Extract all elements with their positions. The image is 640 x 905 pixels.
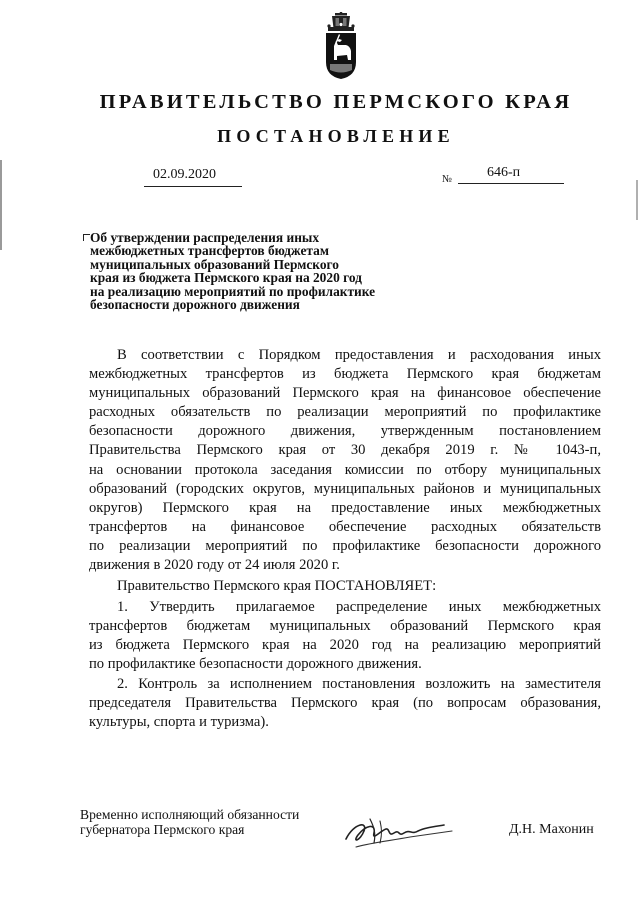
handwritten-signature	[340, 813, 460, 853]
preamble-line: округов) Пермского края на предоставление иных межбюджетных	[89, 499, 601, 516]
preamble-line: по реализации мероприятий по профилактике безопасности дорожного	[89, 537, 601, 554]
item-1-line: из бюджета Пермского края на 2020 год на реализацию мероприятий	[89, 637, 601, 654]
preamble-line: безопасности дорожного движения, утвержденным постановлением	[89, 423, 601, 440]
subject-line: безопасности дорожного движения	[90, 297, 300, 313]
item-1-line: 1. Утвердить прилагаемое распределение иных межбюджетных	[117, 599, 601, 615]
item-2-line: культуры, спорта и туризма).	[89, 714, 269, 731]
signer-title-line: губернатора Пермского края	[80, 821, 245, 837]
preamble-paragraph	[89, 346, 601, 575]
preamble-line: межбюджетных трансфертов из бюджета Пермского края бюджетам	[89, 366, 601, 383]
item-1-line: по профилактике безопасности дорожного движения.	[89, 656, 422, 673]
resolution-statement	[89, 577, 601, 596]
preamble-line: образований (городских округов, муниципальных районов и муниципальных	[89, 480, 601, 497]
subject-line: на реализацию мероприятий по профилактике	[90, 283, 376, 299]
preamble-line: В соответствии с Порядком предоставления и расходования иных	[117, 347, 601, 363]
item-2-paragraph	[89, 675, 601, 732]
item-1-line: трансфертов бюджетам муниципальных образований Пермского края	[89, 618, 601, 635]
number-underline	[458, 183, 564, 184]
resolves-line: Правительство Пермского края ПОСТАНОВЛЯЕТ:	[117, 578, 437, 594]
signer-position	[80, 808, 299, 837]
subject-line: края из бюджета Пермского края на 2020 год	[90, 270, 362, 286]
subject-line: межбюджетных трансфертов бюджетам	[90, 243, 329, 259]
item-2-line: 2. Контроль за исполнением постановления возложить на заместителя	[117, 676, 601, 692]
subject-line: муниципальных образований Пермского	[90, 256, 339, 272]
item-1-paragraph	[89, 598, 601, 674]
subject-line: Об утверждении распределения иных	[90, 230, 320, 245]
preamble-line: движения в 2020 году от 24 июля 2020 г.	[89, 557, 340, 574]
document-date: 02.09.2020	[153, 167, 216, 182]
signer-name: Д.Н. Махонин	[509, 822, 594, 837]
document-number: 646-п	[487, 165, 521, 180]
subject-bracket	[83, 234, 90, 241]
signer-title-line: Временно исполняющий обязанности	[80, 807, 300, 822]
preamble-line: на основании протокола заседания комиссии по отбору муниципальных	[89, 461, 601, 478]
document-type: ПОСТАНОВЛЕНИЕ	[217, 126, 455, 146]
government-title: ПРАВИТЕЛЬСТВО ПЕРМСКОГО КРАЯ	[99, 91, 573, 113]
preamble-line: трансфертов на финансовое обеспечение расходных обязательств	[89, 518, 601, 535]
scan-edge-right	[636, 180, 638, 220]
preamble-line: расходных обязательств по реализации мероприятий по профилактике	[89, 404, 601, 421]
scan-edge-left	[0, 160, 2, 250]
date-underline	[144, 186, 242, 187]
document-subject	[90, 231, 450, 311]
number-label: №	[442, 174, 453, 185]
item-2-line: председателя Правительства Пермского края (по вопросам образования,	[89, 695, 601, 712]
preamble-line: Правительства Пермского края от 30 декабря 2019 г. № 1043-п,	[89, 442, 601, 459]
preamble-line: муниципальных образований Пермского края на финансовое обеспечение	[89, 385, 601, 402]
perm-krai-coat-of-arms-icon	[323, 12, 359, 80]
